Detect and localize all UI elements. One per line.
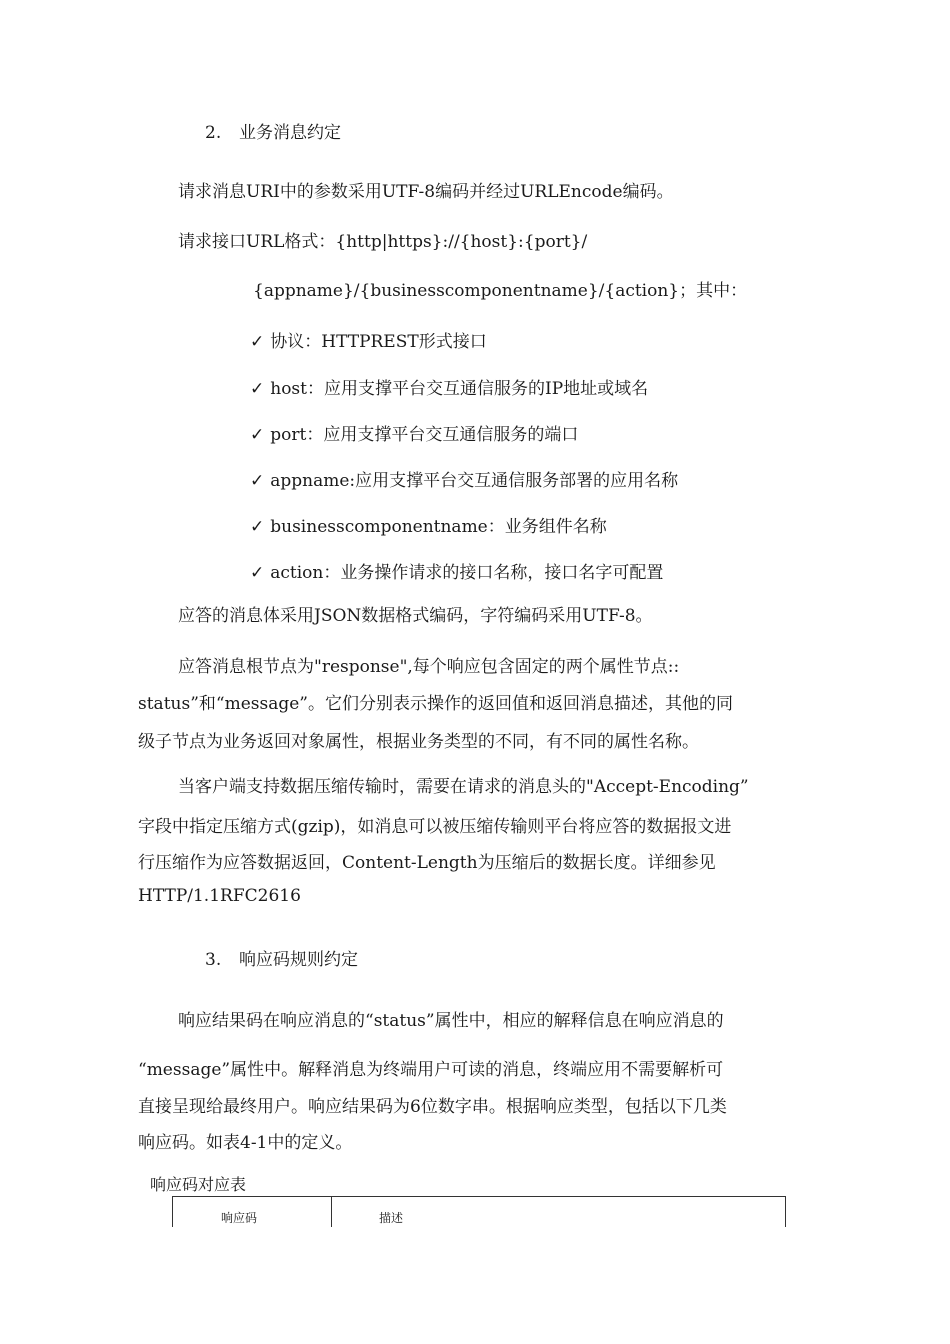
- section-title: 业务消息约定: [239, 123, 341, 143]
- compress-line-1: 当客户端支持数据压缩传输时，需要在请求的消息头的"Accept-Encoding”: [178, 777, 749, 797]
- root-node-line-1: 应答消息根节点为"response",每个响应包含固定的两个属性节点::: [178, 657, 680, 677]
- list-item-text: appname:应用支撑平台交互通信服务部署的应用名称: [270, 471, 679, 491]
- list-item: [250, 327, 487, 352]
- response-code-table: [172, 1196, 786, 1227]
- root-node-line-2: status”和“message”。它们分别表示操作的返回值和返回消息描述，其他的同: [138, 694, 733, 714]
- table-header-description: 描述: [379, 1211, 404, 1225]
- list-item: [250, 466, 678, 491]
- column-divider: [331, 1197, 332, 1227]
- list-item: [250, 374, 648, 399]
- check-icon: ✓: [250, 332, 265, 352]
- section-number: 2.: [205, 123, 222, 143]
- section-number: 3.: [205, 950, 222, 970]
- check-icon: ✓: [250, 517, 265, 537]
- list-item-text: host：应用支撑平台交互通信服务的IP地址或域名: [270, 379, 649, 399]
- status-line-3: 直接呈现给最终用户。响应结果码为6位数字串。根据响应类型，包括以下几类: [138, 1097, 727, 1117]
- list-item-text: port：应用支撑平台交互通信服务的端口: [270, 425, 579, 445]
- check-icon: ✓: [250, 471, 265, 491]
- check-icon: ✓: [250, 379, 265, 399]
- list-item-text: businesscomponentname：业务组件名称: [270, 517, 607, 537]
- list-item: [250, 512, 607, 537]
- url-format-line-1: 请求接口URL格式：{http|https}://{host}:{port}/: [178, 232, 588, 252]
- check-icon: ✓: [250, 563, 265, 583]
- section-heading-2: [205, 118, 341, 143]
- section-heading-3: [205, 945, 358, 970]
- status-line-4: 响应码。如表4-1中的定义。: [138, 1133, 353, 1153]
- uri-encoding-text: 请求消息URI中的参数采用UTF-8编码并经过URLEncode编码。: [178, 182, 674, 202]
- section-title: 响应码规则约定: [239, 950, 358, 970]
- list-item-text: action：业务操作请求的接口名称，接口名字可配置: [270, 563, 664, 583]
- list-item: [250, 420, 578, 445]
- status-line-1: 响应结果码在响应消息的“status”属性中，相应的解释信息在响应消息的: [178, 1011, 724, 1031]
- compress-line-3: 行压缩作为应答数据返回，Content-Length为压缩后的数据长度。详细参见: [138, 853, 716, 873]
- check-icon: ✓: [250, 425, 265, 445]
- json-encoding-text: 应答的消息体采用JSON数据格式编码，字符编码采用UTF-8。: [178, 606, 653, 626]
- compress-line-4: HTTP/1.1RFC2616: [138, 886, 301, 906]
- list-item: [250, 558, 663, 583]
- url-format-line-2: {appname}/{businesscomponentname}/{action}；其中：: [253, 281, 748, 301]
- status-line-2: “message”属性中。解释消息为终端用户可读的消息，终端应用不需要解析可: [138, 1060, 724, 1080]
- list-item-text: 协议：HTTPREST形式接口: [270, 332, 487, 352]
- compress-line-2: 字段中指定压缩方式(gzip)，如消息可以被压缩传输则平台将应答的数据报文进: [138, 817, 732, 837]
- table-header-code: 响应码: [221, 1211, 258, 1225]
- root-node-line-3: 级子节点为业务返回对象属性，根据业务类型的不同，有不同的属性名称。: [138, 732, 699, 752]
- table-caption: 响应码对应表: [150, 1175, 247, 1194]
